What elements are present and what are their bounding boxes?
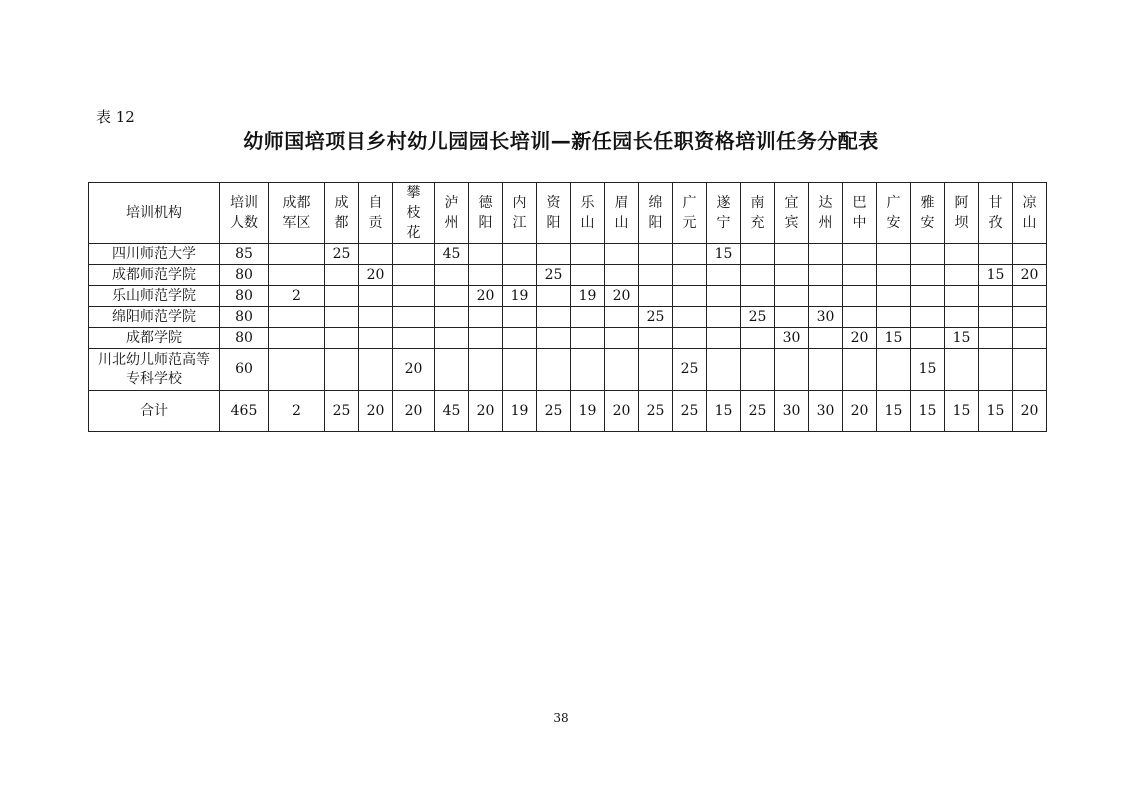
row-value xyxy=(775,265,809,286)
row-value xyxy=(741,265,775,286)
row-value xyxy=(809,286,843,307)
row-value xyxy=(1013,328,1047,349)
row-value xyxy=(503,307,537,328)
row-total: 80 xyxy=(220,265,269,286)
header-region: 阿坝 xyxy=(945,183,979,244)
totals-value: 30 xyxy=(775,391,809,432)
row-institution: 乐山师范学院 xyxy=(89,286,220,307)
totals-value: 15 xyxy=(707,391,741,432)
row-value xyxy=(945,286,979,307)
row-value xyxy=(945,307,979,328)
row-value: 15 xyxy=(979,265,1013,286)
row-value xyxy=(605,244,639,265)
header-region: 成都军区 xyxy=(269,183,325,244)
totals-value: 15 xyxy=(979,391,1013,432)
row-value xyxy=(269,349,325,391)
row-value xyxy=(843,286,877,307)
row-value xyxy=(359,349,393,391)
row-value xyxy=(435,349,469,391)
row-value xyxy=(537,307,571,328)
row-value: 19 xyxy=(503,286,537,307)
row-value xyxy=(1013,244,1047,265)
document-title: 幼师国培项目乡村幼儿园园长培训—新任园长任职资格培训任务分配表 xyxy=(243,129,879,153)
row-total: 60 xyxy=(220,349,269,391)
row-value xyxy=(775,307,809,328)
row-value: 20 xyxy=(359,265,393,286)
row-value xyxy=(639,328,673,349)
table-row xyxy=(89,349,1047,391)
totals-value: 15 xyxy=(945,391,979,432)
row-value xyxy=(269,265,325,286)
row-value xyxy=(979,244,1013,265)
totals-label: 合计 xyxy=(89,391,220,432)
row-value xyxy=(393,244,435,265)
row-value xyxy=(359,244,393,265)
totals-value: 20 xyxy=(359,391,393,432)
row-value xyxy=(605,328,639,349)
totals-value: 20 xyxy=(1013,391,1047,432)
row-value: 25 xyxy=(741,307,775,328)
row-value xyxy=(979,286,1013,307)
totals-value: 19 xyxy=(503,391,537,432)
row-value xyxy=(537,286,571,307)
header-region: 巴中 xyxy=(843,183,877,244)
row-value: 30 xyxy=(775,328,809,349)
row-value: 25 xyxy=(639,307,673,328)
row-value xyxy=(571,244,605,265)
row-value xyxy=(979,307,1013,328)
row-value xyxy=(843,244,877,265)
allocation-table xyxy=(88,182,1047,432)
row-institution: 川北幼儿师范高等专科学校 xyxy=(89,349,220,391)
row-value: 15 xyxy=(707,244,741,265)
row-value xyxy=(393,286,435,307)
row-value xyxy=(503,265,537,286)
row-value: 15 xyxy=(911,349,945,391)
row-total: 80 xyxy=(220,307,269,328)
row-value: 20 xyxy=(469,286,503,307)
row-value xyxy=(843,349,877,391)
table-row xyxy=(89,286,1047,307)
row-value xyxy=(639,286,673,307)
row-value xyxy=(945,349,979,391)
row-value xyxy=(945,244,979,265)
header-region: 泸州 xyxy=(435,183,469,244)
table-row xyxy=(89,244,1047,265)
totals-value: 15 xyxy=(911,391,945,432)
row-value xyxy=(325,349,359,391)
row-value: 15 xyxy=(877,328,911,349)
row-value xyxy=(325,307,359,328)
row-value xyxy=(911,265,945,286)
row-value xyxy=(775,349,809,391)
row-value xyxy=(843,307,877,328)
row-value xyxy=(1013,349,1047,391)
totals-row xyxy=(89,391,1047,432)
row-value xyxy=(639,265,673,286)
header-total: 培训人数 xyxy=(220,183,269,244)
header-region: 宜宾 xyxy=(775,183,809,244)
row-value xyxy=(537,349,571,391)
header-institution: 培训机构 xyxy=(89,183,220,244)
row-value xyxy=(269,328,325,349)
header-region: 甘孜 xyxy=(979,183,1013,244)
row-value: 20 xyxy=(393,349,435,391)
row-value xyxy=(673,328,707,349)
row-value xyxy=(673,244,707,265)
row-value xyxy=(639,349,673,391)
row-value xyxy=(325,328,359,349)
row-institution: 成都学院 xyxy=(89,328,220,349)
row-value xyxy=(809,244,843,265)
row-value xyxy=(673,307,707,328)
row-value xyxy=(979,349,1013,391)
row-value xyxy=(911,328,945,349)
totals-value: 25 xyxy=(741,391,775,432)
row-value xyxy=(877,307,911,328)
row-value xyxy=(741,286,775,307)
row-value xyxy=(605,265,639,286)
row-value xyxy=(1013,286,1047,307)
row-institution: 四川师范大学 xyxy=(89,244,220,265)
row-institution: 成都师范学院 xyxy=(89,265,220,286)
totals-value: 15 xyxy=(877,391,911,432)
row-value xyxy=(469,307,503,328)
totals-value: 30 xyxy=(809,391,843,432)
table-row xyxy=(89,265,1047,286)
totals-value: 20 xyxy=(843,391,877,432)
row-value: 20 xyxy=(1013,265,1047,286)
row-value xyxy=(945,265,979,286)
header-region: 乐山 xyxy=(571,183,605,244)
row-value xyxy=(435,286,469,307)
row-value xyxy=(707,307,741,328)
row-total: 80 xyxy=(220,328,269,349)
row-value xyxy=(325,286,359,307)
row-value xyxy=(979,328,1013,349)
totals-value: 25 xyxy=(537,391,571,432)
row-value xyxy=(707,328,741,349)
row-value xyxy=(503,349,537,391)
header-region: 绵阳 xyxy=(639,183,673,244)
row-value xyxy=(605,307,639,328)
header-region: 成都 xyxy=(325,183,359,244)
row-value xyxy=(325,265,359,286)
page-number: 38 xyxy=(553,711,569,725)
row-value xyxy=(359,286,393,307)
table-label: 表 12 xyxy=(96,108,135,126)
row-value xyxy=(571,328,605,349)
row-value xyxy=(877,349,911,391)
row-value xyxy=(809,265,843,286)
row-value xyxy=(673,265,707,286)
row-value xyxy=(775,244,809,265)
row-value: 15 xyxy=(945,328,979,349)
header-region: 雅安 xyxy=(911,183,945,244)
row-value xyxy=(469,265,503,286)
row-value: 2 xyxy=(269,286,325,307)
row-value: 25 xyxy=(537,265,571,286)
row-value xyxy=(1013,307,1047,328)
totals-value: 2 xyxy=(269,391,325,432)
totals-value: 20 xyxy=(393,391,435,432)
header-region: 德阳 xyxy=(469,183,503,244)
row-value: 25 xyxy=(325,244,359,265)
totals-value: 20 xyxy=(605,391,639,432)
row-value xyxy=(537,244,571,265)
row-value xyxy=(639,244,673,265)
totals-value: 25 xyxy=(325,391,359,432)
table-body xyxy=(89,244,1047,391)
row-value xyxy=(503,328,537,349)
row-value xyxy=(707,265,741,286)
row-value xyxy=(571,307,605,328)
row-value xyxy=(393,307,435,328)
row-value xyxy=(435,265,469,286)
row-value xyxy=(359,328,393,349)
header-region: 南充 xyxy=(741,183,775,244)
row-total: 85 xyxy=(220,244,269,265)
row-value xyxy=(673,286,707,307)
row-value xyxy=(843,265,877,286)
row-value xyxy=(809,349,843,391)
row-value: 19 xyxy=(571,286,605,307)
row-value: 45 xyxy=(435,244,469,265)
totals-value: 25 xyxy=(639,391,673,432)
totals-value: 19 xyxy=(571,391,605,432)
table-row xyxy=(89,328,1047,349)
row-value xyxy=(809,328,843,349)
row-value xyxy=(537,328,571,349)
row-value xyxy=(435,307,469,328)
row-value xyxy=(741,349,775,391)
row-value xyxy=(571,349,605,391)
row-value xyxy=(707,349,741,391)
row-value xyxy=(707,286,741,307)
header-region: 遂宁 xyxy=(707,183,741,244)
header-region: 内江 xyxy=(503,183,537,244)
row-value xyxy=(359,307,393,328)
row-value xyxy=(911,244,945,265)
row-value xyxy=(469,244,503,265)
row-value xyxy=(393,265,435,286)
row-value xyxy=(877,244,911,265)
header-region: 攀枝花 xyxy=(393,183,435,244)
row-value: 30 xyxy=(809,307,843,328)
row-value xyxy=(571,265,605,286)
totals-value: 45 xyxy=(435,391,469,432)
row-value xyxy=(877,286,911,307)
row-institution: 绵阳师范学院 xyxy=(89,307,220,328)
header-region: 达州 xyxy=(809,183,843,244)
row-value xyxy=(269,244,325,265)
row-value xyxy=(741,244,775,265)
header-region: 眉山 xyxy=(605,183,639,244)
row-value: 20 xyxy=(843,328,877,349)
row-value: 25 xyxy=(673,349,707,391)
row-value xyxy=(269,307,325,328)
row-value xyxy=(393,328,435,349)
row-value xyxy=(741,328,775,349)
table-row xyxy=(89,307,1047,328)
totals-total: 465 xyxy=(220,391,269,432)
row-total: 80 xyxy=(220,286,269,307)
totals-value: 25 xyxy=(673,391,707,432)
row-value xyxy=(503,244,537,265)
totals-value: 20 xyxy=(469,391,503,432)
header-region: 广元 xyxy=(673,183,707,244)
row-value xyxy=(435,328,469,349)
header-region: 资阳 xyxy=(537,183,571,244)
row-value xyxy=(775,286,809,307)
row-value xyxy=(469,349,503,391)
row-value xyxy=(911,307,945,328)
header-region: 广安 xyxy=(877,183,911,244)
row-value xyxy=(877,265,911,286)
header-row xyxy=(89,183,1047,244)
row-value: 20 xyxy=(605,286,639,307)
row-value xyxy=(911,286,945,307)
row-value xyxy=(469,328,503,349)
header-region: 自贡 xyxy=(359,183,393,244)
header-region: 凉山 xyxy=(1013,183,1047,244)
row-value xyxy=(605,349,639,391)
